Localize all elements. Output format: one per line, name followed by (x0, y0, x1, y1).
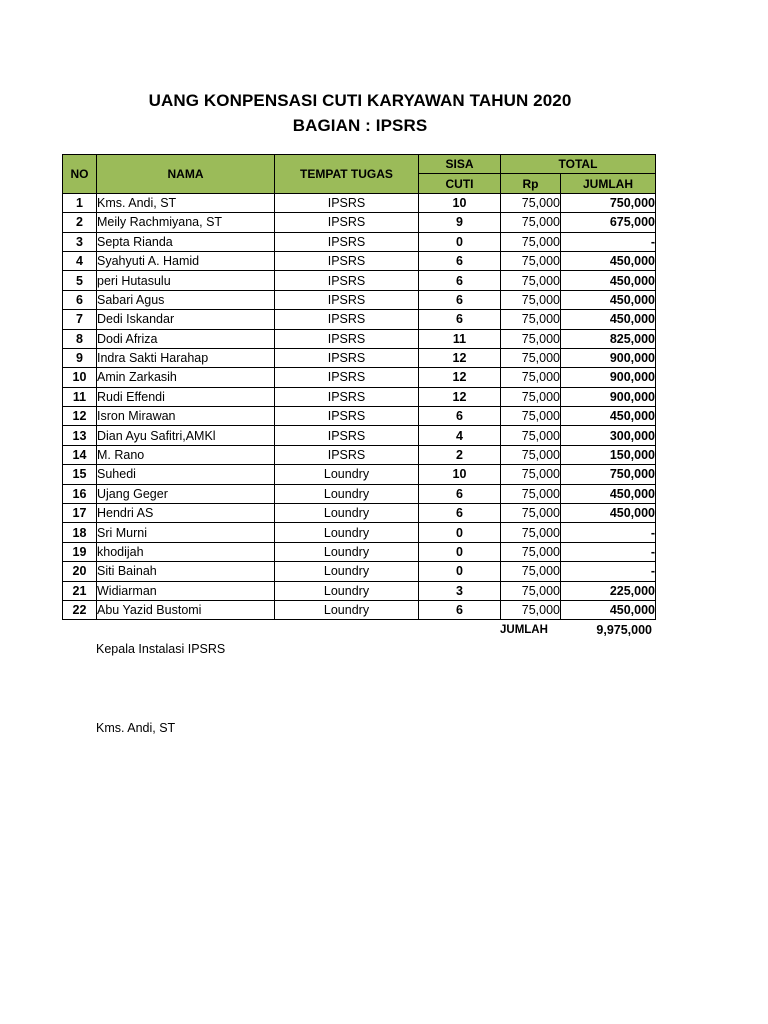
cell-rp: 75,000 (501, 232, 561, 251)
header-sisa: SISA (419, 155, 501, 174)
table-row (63, 232, 656, 251)
cell-tempat-tugas: IPSRS (275, 193, 419, 212)
cell-jumlah: 900,000 (561, 387, 656, 406)
compensation-table (62, 154, 656, 620)
cell-rp: 75,000 (501, 193, 561, 212)
table-row (63, 465, 656, 484)
table-row (63, 387, 656, 406)
cell-nama: Dian Ayu Safitri,AMKl (97, 426, 275, 445)
table-row (63, 523, 656, 542)
cell-nama: Kms. Andi, ST (97, 193, 275, 212)
cell-rp: 75,000 (501, 562, 561, 581)
cell-nama: M. Rano (97, 445, 275, 464)
cell-no: 14 (63, 445, 97, 464)
cell-rp: 75,000 (501, 271, 561, 290)
table-row (63, 193, 656, 212)
cell-no: 16 (63, 484, 97, 503)
cell-sisa-cuti: 6 (419, 271, 501, 290)
cell-sisa-cuti: 6 (419, 290, 501, 309)
cell-sisa-cuti: 6 (419, 407, 501, 426)
cell-no: 15 (63, 465, 97, 484)
cell-sisa-cuti: 2 (419, 445, 501, 464)
cell-nama: khodijah (97, 542, 275, 561)
cell-sisa-cuti: 10 (419, 193, 501, 212)
cell-no: 2 (63, 213, 97, 232)
cell-tempat-tugas: IPSRS (275, 368, 419, 387)
cell-rp: 75,000 (501, 523, 561, 542)
table-row (63, 290, 656, 309)
cell-nama: Sabari Agus (97, 290, 275, 309)
cell-rp: 75,000 (501, 348, 561, 367)
cell-jumlah: 900,000 (561, 368, 656, 387)
cell-nama: Dodi Afriza (97, 329, 275, 348)
cell-nama: Sri Murni (97, 523, 275, 542)
cell-sisa-cuti: 6 (419, 504, 501, 523)
cell-no: 1 (63, 193, 97, 212)
cell-rp: 75,000 (501, 484, 561, 503)
table-row (63, 271, 656, 290)
cell-nama: Isron Mirawan (97, 407, 275, 426)
cell-no: 4 (63, 251, 97, 270)
cell-rp: 75,000 (501, 407, 561, 426)
cell-no: 10 (63, 368, 97, 387)
cell-jumlah: - (561, 523, 656, 542)
cell-nama: Dedi Iskandar (97, 310, 275, 329)
cell-sisa-cuti: 12 (419, 368, 501, 387)
cell-tempat-tugas: Loundry (275, 600, 419, 619)
cell-tempat-tugas: IPSRS (275, 329, 419, 348)
cell-nama: Widiarman (97, 581, 275, 600)
cell-no: 17 (63, 504, 97, 523)
cell-sisa-cuti: 12 (419, 387, 501, 406)
header-jumlah: JUMLAH (561, 174, 656, 193)
cell-tempat-tugas: IPSRS (275, 232, 419, 251)
cell-jumlah: - (561, 232, 656, 251)
cell-jumlah: 750,000 (561, 193, 656, 212)
cell-jumlah: 450,000 (561, 600, 656, 619)
cell-no: 19 (63, 542, 97, 561)
cell-sisa-cuti: 0 (419, 542, 501, 561)
cell-sisa-cuti: 6 (419, 310, 501, 329)
table-row (63, 445, 656, 464)
header-nama: NAMA (97, 155, 275, 194)
cell-tempat-tugas: Loundry (275, 484, 419, 503)
header-rp: Rp (501, 174, 561, 193)
table-row (63, 504, 656, 523)
cell-sisa-cuti: 0 (419, 232, 501, 251)
cell-jumlah: - (561, 562, 656, 581)
cell-rp: 75,000 (501, 368, 561, 387)
cell-tempat-tugas: Loundry (275, 523, 419, 542)
header-total: TOTAL (501, 155, 656, 174)
table-row (63, 542, 656, 561)
cell-sisa-cuti: 12 (419, 348, 501, 367)
total-label: JUMLAH (500, 624, 548, 636)
table-row (63, 484, 656, 503)
cell-nama: Indra Sakti Harahap (97, 348, 275, 367)
table-row (63, 600, 656, 619)
header-tempat-tugas: TEMPAT TUGAS (275, 155, 419, 194)
cell-tempat-tugas: Loundry (275, 581, 419, 600)
cell-rp: 75,000 (501, 387, 561, 406)
cell-jumlah: 450,000 (561, 504, 656, 523)
cell-nama: Syahyuti A. Hamid (97, 251, 275, 270)
cell-nama: Siti Bainah (97, 562, 275, 581)
cell-rp: 75,000 (501, 504, 561, 523)
cell-sisa-cuti: 6 (419, 600, 501, 619)
table-row (63, 426, 656, 445)
cell-jumlah: - (561, 542, 656, 561)
cell-jumlah: 150,000 (561, 445, 656, 464)
cell-sisa-cuti: 4 (419, 426, 501, 445)
cell-jumlah: 300,000 (561, 426, 656, 445)
cell-sisa-cuti: 6 (419, 484, 501, 503)
cell-no: 12 (63, 407, 97, 426)
cell-rp: 75,000 (501, 600, 561, 619)
cell-nama: Hendri AS (97, 504, 275, 523)
table-row (63, 562, 656, 581)
cell-rp: 75,000 (501, 581, 561, 600)
signature-name: Kms. Andi, ST (96, 721, 176, 735)
cell-no: 7 (63, 310, 97, 329)
table-row (63, 251, 656, 270)
header-no: NO (63, 155, 97, 194)
cell-tempat-tugas: Loundry (275, 465, 419, 484)
table-row (63, 368, 656, 387)
cell-no: 5 (63, 271, 97, 290)
table-body (63, 193, 656, 620)
cell-tempat-tugas: IPSRS (275, 251, 419, 270)
table-row (63, 407, 656, 426)
table-row (63, 348, 656, 367)
cell-rp: 75,000 (501, 329, 561, 348)
cell-no: 22 (63, 600, 97, 619)
cell-rp: 75,000 (501, 310, 561, 329)
cell-tempat-tugas: IPSRS (275, 387, 419, 406)
cell-sisa-cuti: 9 (419, 213, 501, 232)
cell-nama: Rudi Effendi (97, 387, 275, 406)
total-value: 9,975,000 (596, 623, 652, 637)
cell-jumlah: 750,000 (561, 465, 656, 484)
cell-tempat-tugas: Loundry (275, 562, 419, 581)
report-title: UANG KONPENSASI CUTI KARYAWAN TAHUN 2020 (148, 91, 572, 110)
cell-nama: Ujang Geger (97, 484, 275, 503)
cell-tempat-tugas: IPSRS (275, 426, 419, 445)
cell-rp: 75,000 (501, 426, 561, 445)
table-row (63, 581, 656, 600)
cell-jumlah: 450,000 (561, 271, 656, 290)
cell-nama: Septa Rianda (97, 232, 275, 251)
cell-jumlah: 900,000 (561, 348, 656, 367)
cell-sisa-cuti: 10 (419, 465, 501, 484)
cell-no: 20 (63, 562, 97, 581)
cell-jumlah: 450,000 (561, 251, 656, 270)
cell-nama: Suhedi (97, 465, 275, 484)
table-row (63, 310, 656, 329)
cell-no: 13 (63, 426, 97, 445)
cell-no: 9 (63, 348, 97, 367)
cell-jumlah: 450,000 (561, 290, 656, 309)
table-row (63, 329, 656, 348)
cell-tempat-tugas: IPSRS (275, 445, 419, 464)
cell-jumlah: 225,000 (561, 581, 656, 600)
cell-jumlah: 450,000 (561, 407, 656, 426)
cell-jumlah: 825,000 (561, 329, 656, 348)
table-row (63, 213, 656, 232)
cell-no: 18 (63, 523, 97, 542)
cell-jumlah: 450,000 (561, 484, 656, 503)
cell-tempat-tugas: IPSRS (275, 213, 419, 232)
cell-sisa-cuti: 0 (419, 523, 501, 542)
cell-tempat-tugas: IPSRS (275, 290, 419, 309)
cell-sisa-cuti: 3 (419, 581, 501, 600)
cell-rp: 75,000 (501, 290, 561, 309)
cell-rp: 75,000 (501, 445, 561, 464)
cell-no: 8 (63, 329, 97, 348)
signature-role: Kepala Instalasi IPSRS (96, 642, 226, 656)
cell-jumlah: 450,000 (561, 310, 656, 329)
cell-sisa-cuti: 11 (419, 329, 501, 348)
cell-nama: Abu Yazid Bustomi (97, 600, 275, 619)
cell-nama: Meily Rachmiyana, ST (97, 213, 275, 232)
cell-rp: 75,000 (501, 251, 561, 270)
cell-sisa-cuti: 6 (419, 251, 501, 270)
cell-sisa-cuti: 0 (419, 562, 501, 581)
report-subtitle: BAGIAN : IPSRS (292, 116, 428, 135)
cell-tempat-tugas: Loundry (275, 504, 419, 523)
cell-rp: 75,000 (501, 542, 561, 561)
cell-tempat-tugas: IPSRS (275, 348, 419, 367)
cell-tempat-tugas: IPSRS (275, 271, 419, 290)
cell-no: 6 (63, 290, 97, 309)
cell-nama: peri Hutasulu (97, 271, 275, 290)
cell-tempat-tugas: IPSRS (275, 407, 419, 426)
cell-no: 11 (63, 387, 97, 406)
header-cuti: CUTI (419, 174, 501, 193)
cell-rp: 75,000 (501, 465, 561, 484)
cell-tempat-tugas: Loundry (275, 542, 419, 561)
cell-rp: 75,000 (501, 213, 561, 232)
cell-no: 3 (63, 232, 97, 251)
cell-nama: Amin Zarkasih (97, 368, 275, 387)
cell-tempat-tugas: IPSRS (275, 310, 419, 329)
cell-no: 21 (63, 581, 97, 600)
cell-jumlah: 675,000 (561, 213, 656, 232)
